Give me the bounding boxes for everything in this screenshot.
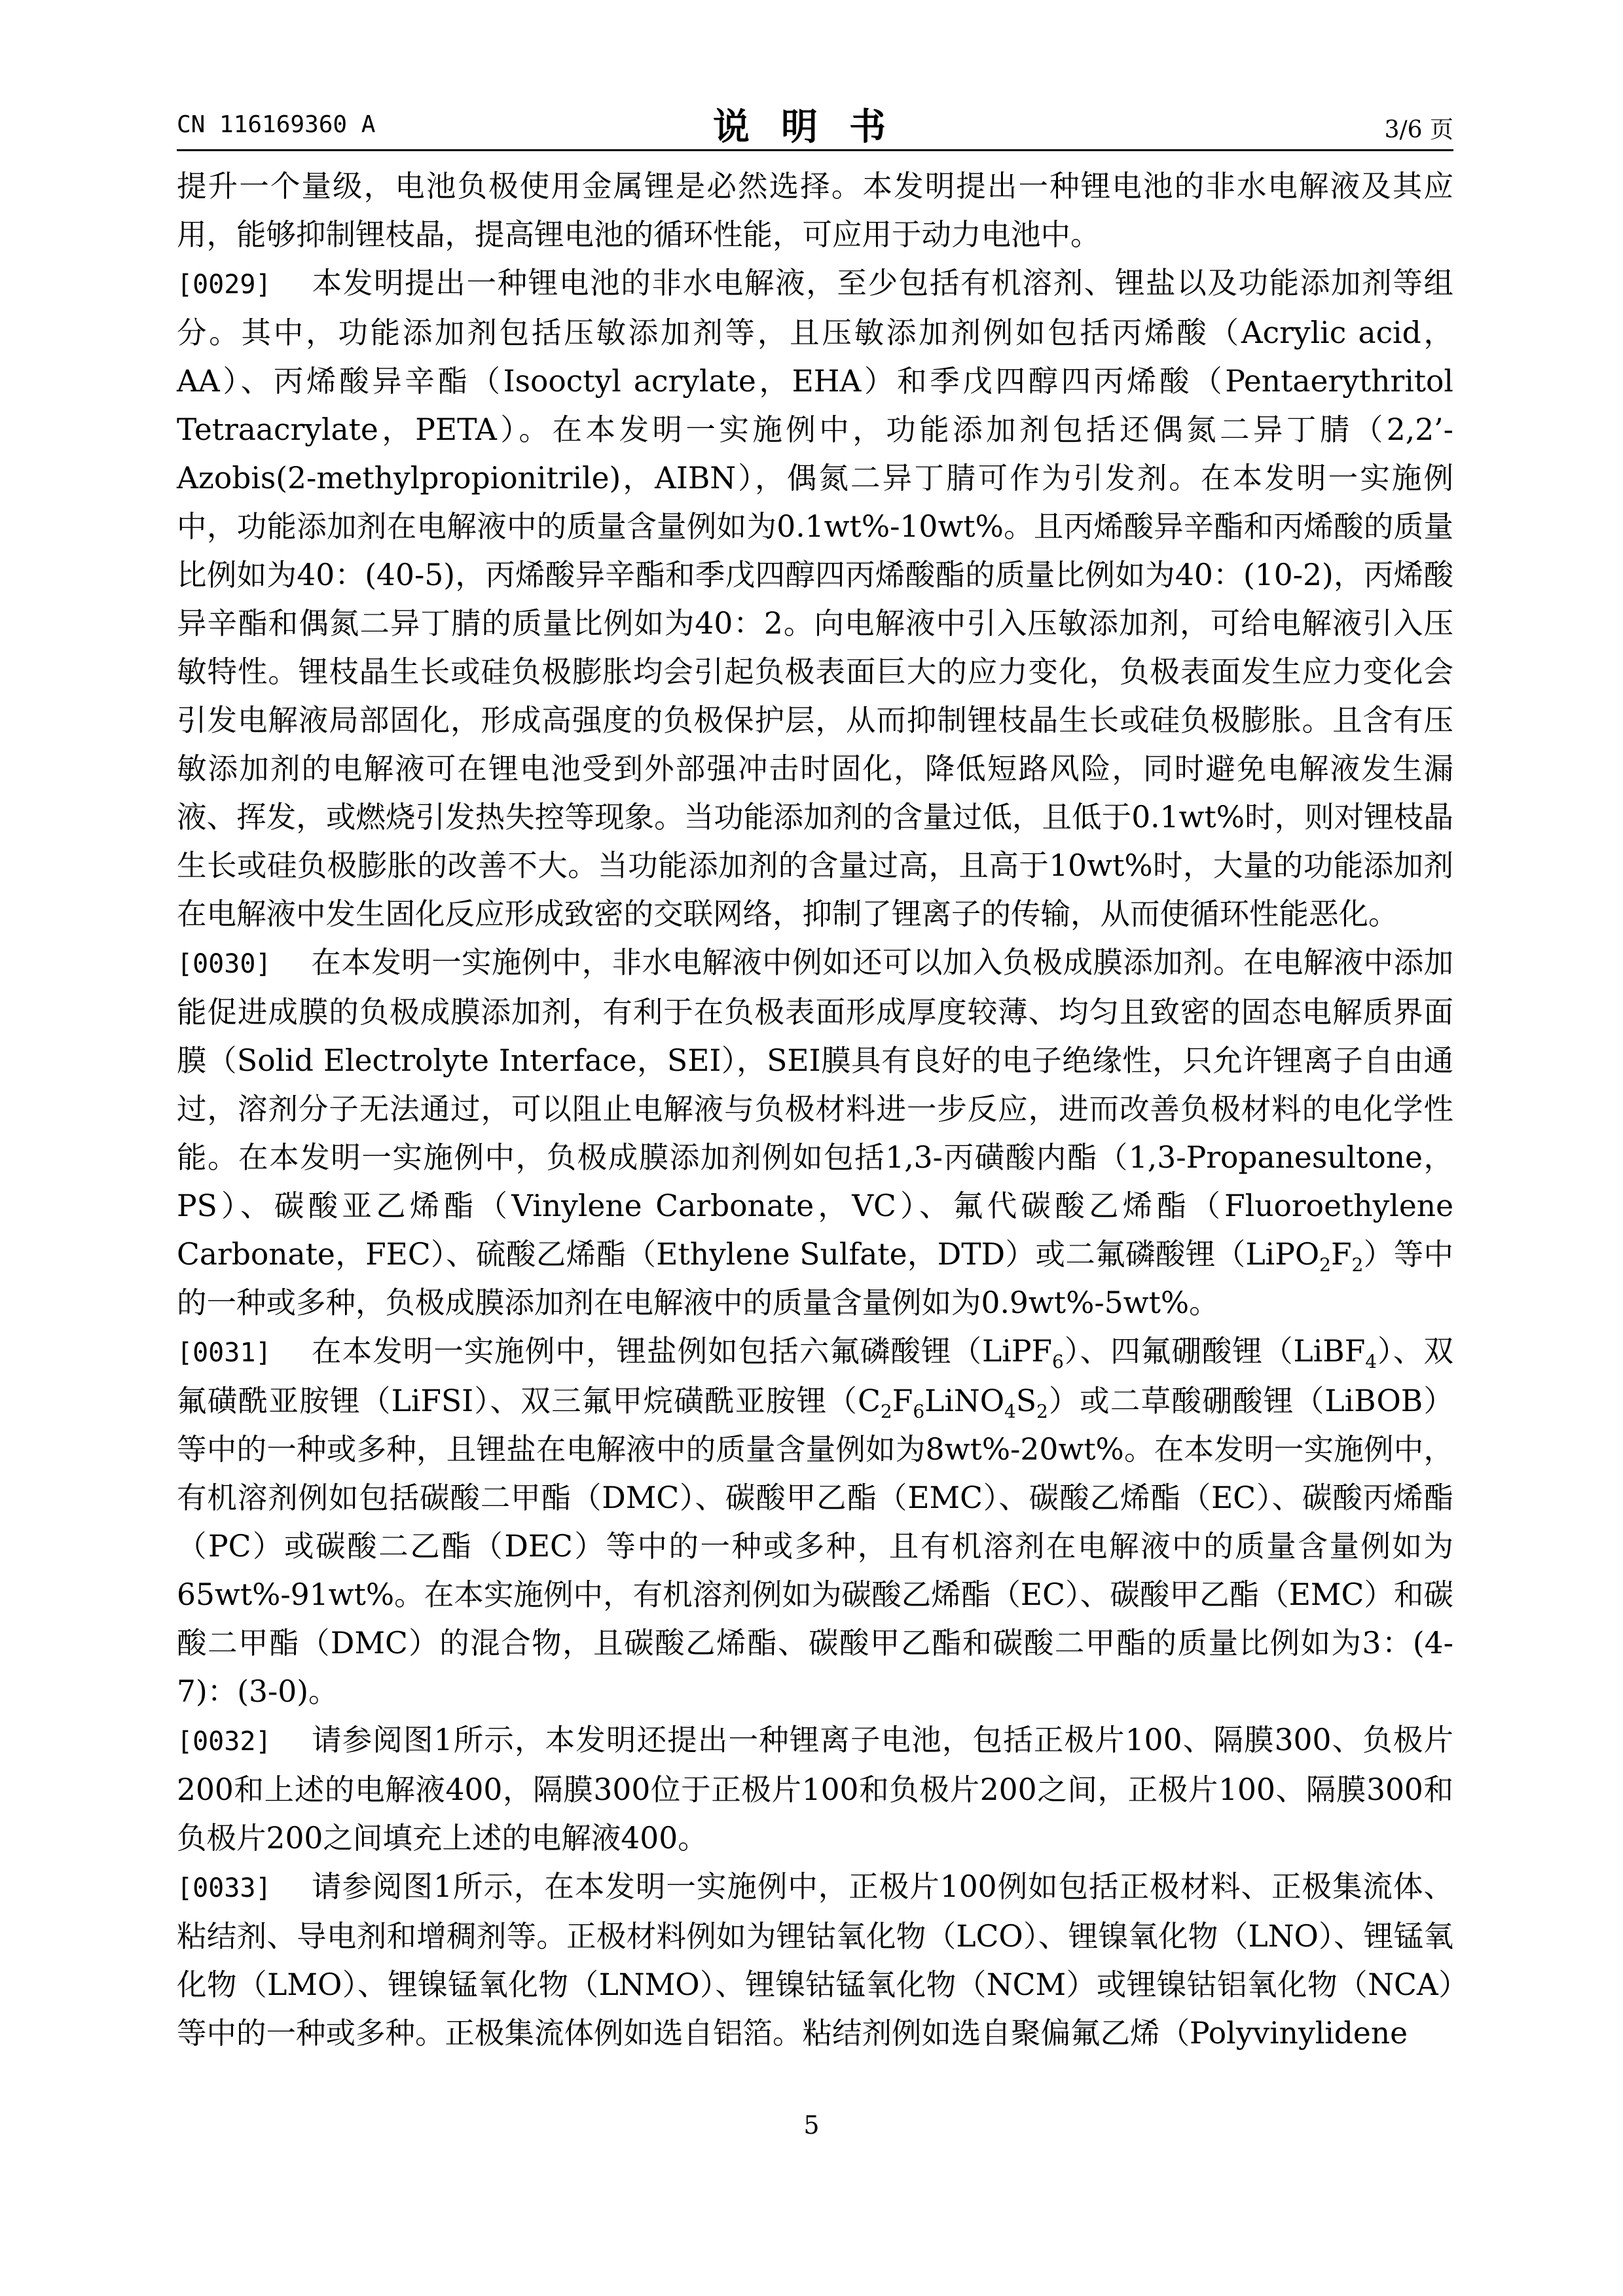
paragraph-text: 在本发明一实施例中，非水电解液中例如还可以加入负极成膜添加剂。在电解液中添加能促进成膜的负极成膜添加剂，有利于在负极表面形成厚度较薄、均匀且致密的固态电解质界面膜（Solid Electrolyte Interface，SEI），SEI膜具有良好的电子绝缘性，只允许锂离子自由通过，溶剂分子无法通过，可以阻止电解液与负极材料进一步反应，进而改善负极材料的电化学性能。在本发明一实施例中，负极成膜添加剂例如包括1,3-丙磺酸内酯（1,3-Propanesultone，PS）、碳酸亚乙烯酯（Vinylene Carbonate，VC）、氟代碳酸乙烯酯（Fluoroethylene Carbonate，FEC）、硫酸乙烯酯（Ethylene Sulfate，DTD）或二氟磷酸锂$(LiPO_2F_2)$等中的一种或多种，负极成膜添加剂在电解液中的质量含量例如为0.9wt%-5wt%。	[177, 945, 1453, 1320]
paragraph-text: 请参阅图1所示，本发明还提出一种锂离子电池，包括正极片100、隔膜300、负极片200和上述的电解液400，隔膜300位于正极片100和负极片200之间，正极片100、隔膜300和负极片200之间填充上述的电解液400。	[177, 1723, 1453, 1856]
paragraph	[177, 162, 1453, 259]
paragraph-number: [0033]	[177, 1873, 272, 1903]
page-indicator: 3/6 页	[1384, 117, 1453, 143]
paragraph-number: [0031]	[177, 1338, 272, 1368]
page-number: 5	[803, 2111, 820, 2140]
paragraph-number: [0029]	[177, 270, 272, 300]
paragraph	[177, 1327, 1453, 1716]
paragraph-number: [0030]	[177, 949, 272, 979]
paragraph-text: 在本发明一实施例中，锂盐例如包括六氟磷酸锂（LiPF$_6$）、四氟硼酸锂（LiBF$_4$）、双氟磺酰亚胺锂（LiFSI）、双三氟甲烷磺酰亚胺锂$(C_2F_6LiNO_4S_2)$或二草酸硼酸锂（LiBOB）等中的一种或多种，且锂盐在电解液中的质量含量例如为8wt%-20wt%。在本发明一实施例中，有机溶剂例如包括碳酸二甲酯（DMC）、碳酸甲乙酯（EMC）、碳酸乙烯酯（EC）、碳酸丙烯酯（PC）或碳酸二乙酯（DEC）等中的一种或多种，且有机溶剂在电解液中的质量含量例如为65wt%-91wt%。在本实施例中，有机溶剂例如为碳酸乙烯酯（EC）、碳酸甲乙酯（EMC）和碳酸二甲酯（DMC）的混合物，且碳酸乙烯酯、碳酸甲乙酯和碳酸二甲酯的质量比例如为3：(4-7)：(3-0)。	[177, 1334, 1453, 1709]
paragraph	[177, 259, 1453, 939]
paragraph	[177, 939, 1453, 1327]
paragraph	[177, 1716, 1453, 1863]
page-header	[177, 98, 1453, 151]
paragraph	[177, 1863, 1453, 2058]
publication-number: CN 116169360 A	[177, 111, 376, 138]
paragraph-text: 本发明提出一种锂电池的非水电解液，至少包括有机溶剂、锂盐以及功能添加剂等组分。其中，功能添加剂包括压敏添加剂等，且压敏添加剂例如包括丙烯酸（Acrylic acid，AA）、丙烯酸异辛酯（Isooctyl acrylate，EHA）和季戊四醇四丙烯酸（Pentaerythritol Tetraacrylate，PETA）。在本发明一实施例中，功能添加剂包括还偶氮二异丁腈（2,2’-Azobis(2-methylpropionitrile)，AIBN），偶氮二异丁腈可作为引发剂。在本发明一实施例中，功能添加剂在电解液中的质量含量例如为0.1wt%-10wt%。且丙烯酸异辛酯和丙烯酸的质量比例如为40：(40-5)，丙烯酸异辛酯和季戊四醇四丙烯酸酯的质量比例如为40：(10-2)，丙烯酸异辛酯和偶氮二异丁腈的质量比例如为40：2。向电解液中引入压敏添加剂，可给电解液引入压敏特性。锂枝晶生长或硅负极膨胀均会引起负极表面巨大的应力变化，负极表面发生应力变化会引发电解液局部固化，形成高强度的负极保护层，从而抑制锂枝晶生长或硅负极膨胀。且含有压敏添加剂的电解液可在锂电池受到外部强冲击时固化，降低短路风险，同时避免电解液发生漏液、挥发，或燃烧引发热失控等现象。当功能添加剂的含量过低，且低于0.1wt%时，则对锂枝晶生长或硅负极膨胀的改善不大。当功能添加剂的含量过高，且高于10wt%时，大量的功能添加剂在电解液中发生固化反应形成致密的交联网络，抑制了锂离子的传输，从而使循环性能恶化。	[177, 266, 1453, 931]
paragraph-text: 请参阅图1所示，在本发明一实施例中，正极片100例如包括正极材料、正极集流体、粘结剂、导电剂和增稠剂等。正极材料例如为锂钴氧化物（LCO）、锂镍氧化物（LNO）、锂锰氧化物（LMO）、锂镍锰氧化物（LNMO）、锂镍钴锰氧化物（NCM）或锂镍钴铝氧化物（NCA）等中的一种或多种。正极集流体例如选自铝箔。粘结剂例如选自聚偏氟乙烯（Polyvinylidene	[177, 1869, 1453, 2051]
paragraph-number: [0032]	[177, 1727, 272, 1757]
document-title: 说明书	[713, 105, 917, 149]
paragraph-text: 提升一个量级，电池负极使用金属锂是必然选择。本发明提出一种锂电池的非水电解液及其应用，能够抑制锂枝晶，提高锂电池的循环性能，可应用于动力电池中。	[177, 169, 1453, 252]
document-body	[177, 162, 1453, 2058]
header-rule	[177, 149, 1453, 151]
